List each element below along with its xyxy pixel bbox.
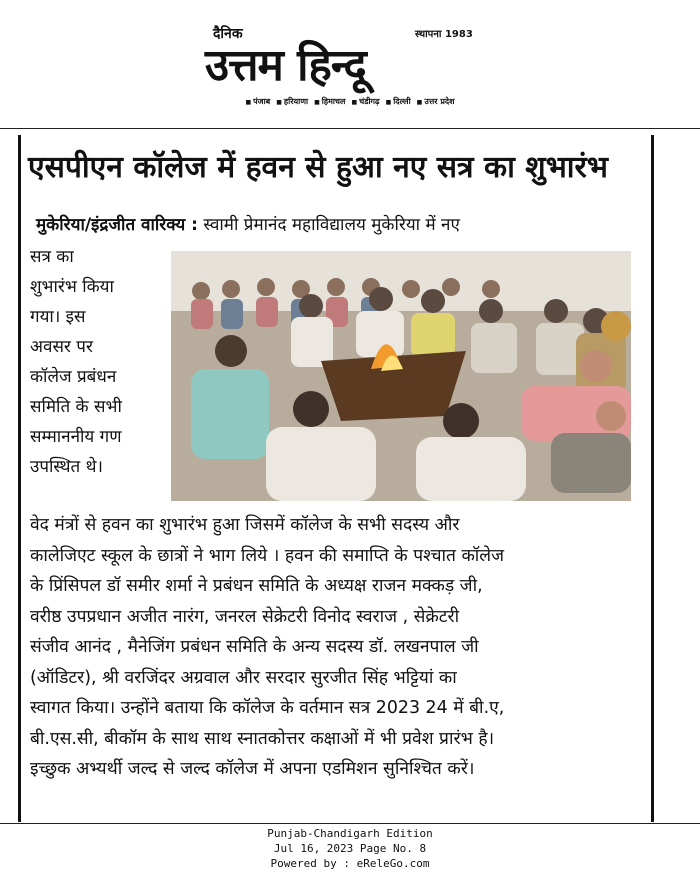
region-item: ■ हिमाचल: [314, 96, 345, 107]
footer-edition: Punjab-Chandigarh Edition: [267, 827, 433, 840]
footer-date-page: Jul 16, 2023 Page No. 8: [273, 842, 427, 855]
region-item: ■ दिल्ली: [386, 96, 411, 107]
byline-label: मुकेरिया/इंद्रजीत वारिक्य :: [36, 215, 198, 235]
article-byline: [36, 212, 636, 238]
lead-line: समिति के सभी: [30, 397, 122, 417]
masthead-prefix: दैनिक: [213, 26, 243, 42]
masthead-regions: [205, 96, 495, 107]
article-headline: एसपीएन कॉलेज में हवन से हुआ नए सत्र का शुभारंभ: [28, 150, 608, 185]
body-line: संजीव आनंद , मैनेजिंग प्रबंधन समिति के अन्य सदस्य डॉ. लखनपाल जी: [30, 637, 479, 657]
lead-paragraph: [30, 242, 166, 482]
body-line: के प्रिंसिपल डॉ समीर शर्मा ने प्रबंधन समिति के अध्यक्ष राजन मक्कड़ जी,: [30, 576, 483, 596]
region-item: ■ पंजाब: [245, 96, 270, 107]
lead-line: सत्र का: [30, 247, 74, 267]
article-body: [30, 510, 640, 785]
lead-line: शुभारंभ किया: [30, 277, 114, 297]
region-item: ■ चंडीगढ़: [351, 96, 379, 107]
body-line: बी.एस.सी, बीकॉम के साथ साथ स्नातकोत्तर कक्षाओं में भी प्रवेश प्रारंभ है।: [30, 728, 495, 749]
top-divider: [0, 128, 700, 129]
masthead-established: स्थापना 1983: [415, 29, 473, 40]
bottom-divider: [0, 823, 700, 824]
lead-line: उपस्थित थे।: [30, 457, 103, 477]
photo-illustration: [171, 251, 631, 501]
lead-line: सम्माननीय गण: [30, 427, 122, 447]
region-item: ■ हरियाणा: [276, 96, 308, 107]
byline-text: स्वामी प्रेमानंद महाविद्यालय मुकेरिया में नए: [203, 215, 460, 235]
edition-footer: [0, 826, 700, 871]
masthead-logo: [205, 22, 505, 112]
body-line: इच्छुक अभ्यर्थी जल्द से जल्द कॉलेज में अपना एडमिशन सुनिश्चित करें।: [30, 759, 475, 779]
footer-powered-by: Powered by : eReleGo.com: [270, 857, 430, 870]
body-line: वरीष्ठ उपप्रधान अजीत नारंग, जनरल सेक्रेटरी विनोद स्वराज , सेक्रेटरी: [30, 606, 460, 627]
body-line: कालेजिएट स्कूल के छात्रों ने भाग लिये । हवन की समाप्ति के पश्चात कॉलेज: [30, 545, 505, 566]
body-line: स्वागत किया। उन्होंने बताया कि कॉलेज के वर्तमान सत्र 2023 24 में बी.ए,: [30, 698, 505, 718]
body-line: (ऑडिटर), श्री वरजिंदर अग्रवाल और सरदार सुरजीत सिंह भट्टियां का: [30, 667, 457, 688]
lead-line: कॉलेज प्रबंधन: [30, 367, 117, 387]
havan-ceremony-photo: [171, 251, 631, 501]
newspaper-masthead: [0, 0, 700, 118]
region-item: ■ उत्तर प्रदेश: [417, 96, 455, 107]
lead-line: गया। इस: [30, 307, 86, 327]
body-line: वेद मंत्रों से हवन का शुभारंभ हुआ जिसमें कॉलेज के सभी सदस्य और: [30, 515, 460, 535]
masthead-title: उत्तम हिन्दू: [205, 40, 366, 91]
lead-line: अवसर पर: [30, 337, 93, 357]
